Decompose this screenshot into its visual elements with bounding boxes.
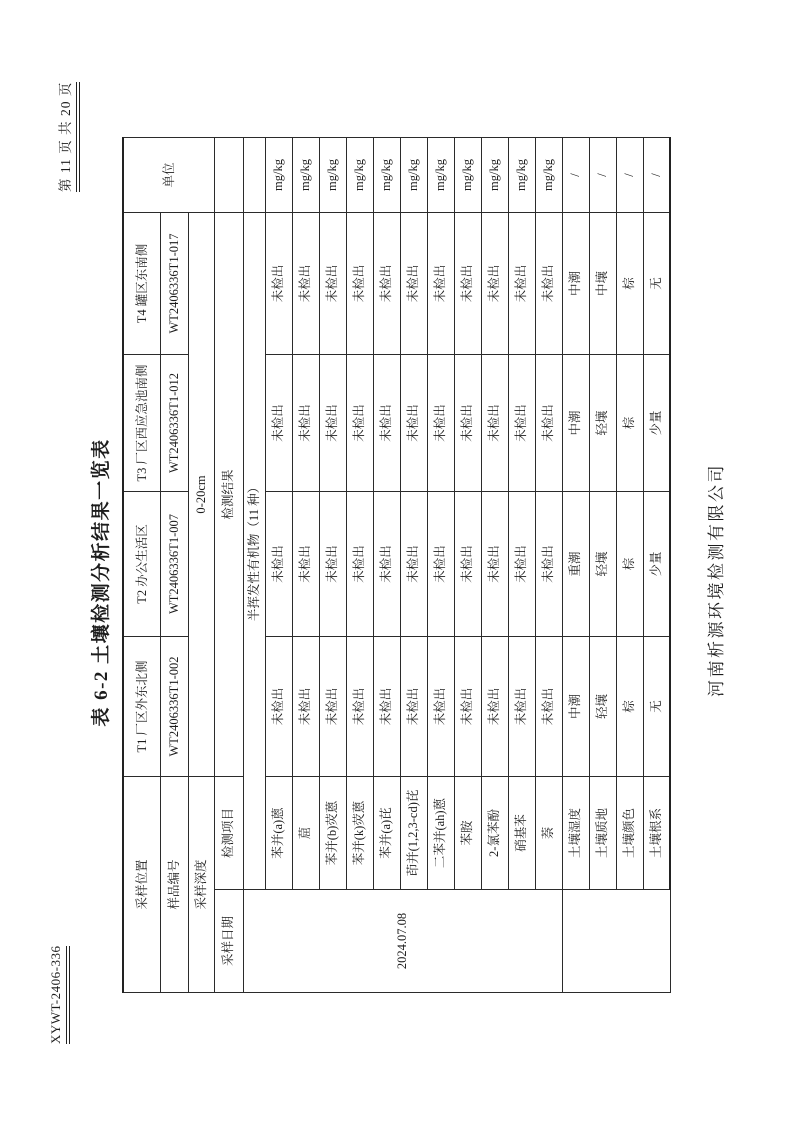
result-cell-t2: 未检出 (481, 492, 508, 637)
unit-cell: / (562, 138, 589, 213)
result-cell-t4: 未检出 (535, 213, 562, 355)
result-cell-t3: 未检出 (535, 355, 562, 492)
result-cell-t2: 未检出 (454, 492, 481, 637)
data-row (562, 138, 589, 993)
item-cell: 二苯并(ah)蒽 (427, 777, 454, 890)
row-sampling-location (123, 138, 160, 993)
result-cell-t3: 轻壤 (589, 355, 616, 492)
item-cell: 土壤根系 (643, 777, 670, 890)
unit-cell: / (589, 138, 616, 213)
data-row (643, 138, 670, 993)
row-test-item-header (214, 138, 243, 993)
result-cell-t1: 未检出 (481, 637, 508, 777)
sample-id-t1: WT2406336T1-002 (160, 637, 188, 777)
unit-cell: mg/kg (265, 138, 292, 213)
unit-cell: / (643, 138, 670, 213)
result-cell-t4: 无 (643, 213, 670, 355)
unit-label: 单位 (123, 138, 214, 213)
result-cell-t1: 未检出 (454, 637, 481, 777)
soil-test-results-table (122, 137, 671, 993)
result-cell-t3: 未检出 (454, 355, 481, 492)
data-row (427, 138, 454, 993)
sampling-date-value: 2024.07.08 (243, 890, 562, 993)
result-cell-t3: 中潮 (562, 355, 589, 492)
unit-cell: / (616, 138, 643, 213)
unit-cell: mg/kg (454, 138, 481, 213)
item-cell: 苯并(a)芘 (373, 777, 400, 890)
result-cell-t3: 未检出 (508, 355, 535, 492)
test-result-label: 检测结果 (214, 213, 243, 777)
result-cell-t1: 未检出 (508, 637, 535, 777)
result-cell-t1: 未检出 (346, 637, 373, 777)
test-item-label: 检测项目 (214, 777, 243, 890)
result-cell-t2: 未检出 (427, 492, 454, 637)
result-cell-t1: 棕 (616, 637, 643, 777)
result-cell-t1: 轻壤 (589, 637, 616, 777)
result-cell-t2: 未检出 (535, 492, 562, 637)
result-cell-t4: 中潮 (562, 213, 589, 355)
location-t3: T3 厂区西应急池南侧 (123, 355, 160, 492)
unit-col-empty-cell (214, 138, 243, 213)
result-cell-t1: 未检出 (373, 637, 400, 777)
result-cell-t4: 未检出 (427, 213, 454, 355)
item-cell: 䓛 (292, 777, 319, 890)
unit-cell: mg/kg (373, 138, 400, 213)
result-cell-t2: 轻壤 (589, 492, 616, 637)
result-cell-t3: 未检出 (400, 355, 427, 492)
data-row (265, 138, 292, 993)
data-row (589, 138, 616, 993)
sampling-depth-value: 0-20cm (188, 213, 214, 777)
result-cell-t2: 重潮 (562, 492, 589, 637)
result-cell-t2: 未检出 (265, 492, 292, 637)
result-cell-t4: 未检出 (319, 213, 346, 355)
result-cell-t1: 未检出 (427, 637, 454, 777)
section-header-svoc: 半挥发性有机物（11 种） (243, 213, 265, 890)
report-number-text: XYWT-2406-336 (48, 946, 67, 1044)
result-cell-t3: 未检出 (427, 355, 454, 492)
sample-id-t4: WT2406336T1-017 (160, 213, 188, 355)
result-cell-t2: 少量 (643, 492, 670, 637)
data-row (535, 138, 562, 993)
result-cell-t1: 未检出 (265, 637, 292, 777)
result-cell-t1: 未检出 (400, 637, 427, 777)
item-cell: 茚并(1,2,3-cd)芘 (400, 777, 427, 890)
item-cell: 萘 (535, 777, 562, 890)
result-cell-t4: 中壤 (589, 213, 616, 355)
result-cell-t4: 未检出 (292, 213, 319, 355)
item-cell: 土壤颜色 (616, 777, 643, 890)
result-cell-t4: 未检出 (400, 213, 427, 355)
sample-id-label: 样品编号 (160, 777, 188, 993)
result-cell-t4: 棕 (616, 213, 643, 355)
result-cell-t3: 未检出 (346, 355, 373, 492)
table-body (123, 138, 670, 993)
result-cell-t4: 未检出 (454, 213, 481, 355)
item-cell: 硝基苯 (508, 777, 535, 890)
data-row (319, 138, 346, 993)
location-t2: T2 办公生活区 (123, 492, 160, 637)
result-cell-t4: 未检出 (373, 213, 400, 355)
unit-cell: mg/kg (346, 138, 373, 213)
result-cell-t3: 未检出 (319, 355, 346, 492)
result-cell-t3: 未检出 (481, 355, 508, 492)
result-cell-t4: 未检出 (346, 213, 373, 355)
result-cell-t3: 少量 (643, 355, 670, 492)
unit-cell: mg/kg (481, 138, 508, 213)
date-col-empty-cell (562, 890, 670, 993)
item-cell: 2-氯苯酚 (481, 777, 508, 890)
item-cell: 苯并(b)荧蒽 (319, 777, 346, 890)
item-cell: 土壤湿度 (562, 777, 589, 890)
data-row (373, 138, 400, 993)
result-cell-t1: 中潮 (562, 637, 589, 777)
result-cell-t2: 未检出 (346, 492, 373, 637)
sampling-location-label: 采样位置 (123, 777, 160, 993)
location-t1: T1 厂区外东北侧 (123, 637, 160, 777)
page-indicator (54, 82, 77, 192)
row-sample-id (160, 138, 188, 993)
result-cell-t2: 棕 (616, 492, 643, 637)
result-cell-t2: 未检出 (373, 492, 400, 637)
report-number (48, 946, 67, 1044)
row-sampling-depth (188, 138, 214, 993)
result-cell-t3: 未检出 (292, 355, 319, 492)
unit-cell: mg/kg (508, 138, 535, 213)
result-cell-t4: 未检出 (481, 213, 508, 355)
sample-id-t3: WT2406336T1-012 (160, 355, 188, 492)
unit-cell: mg/kg (400, 138, 427, 213)
result-cell-t4: 未检出 (265, 213, 292, 355)
table-title: 表 6-2 土壤检测分析结果一览表 (91, 438, 112, 727)
result-cell-t2: 未检出 (292, 492, 319, 637)
result-cell-t2: 未检出 (508, 492, 535, 637)
sample-id-t2: WT2406336T1-007 (160, 492, 188, 637)
item-cell: 苯并(a)蒽 (265, 777, 292, 890)
data-row (481, 138, 508, 993)
result-cell-t1: 未检出 (292, 637, 319, 777)
data-row (400, 138, 427, 993)
data-row (508, 138, 535, 993)
location-t4: T4 罐区东南侧 (123, 213, 160, 355)
result-cell-t1: 无 (643, 637, 670, 777)
result-cell-t2: 未检出 (319, 492, 346, 637)
data-row (292, 138, 319, 993)
result-cell-t1: 未检出 (319, 637, 346, 777)
result-cell-t1: 未检出 (535, 637, 562, 777)
row-section-header (243, 138, 265, 993)
item-cell: 土壤质地 (589, 777, 616, 890)
unit-col-empty-cell (243, 138, 265, 213)
unit-cell: mg/kg (427, 138, 454, 213)
sampling-depth-label: 采样深度 (188, 777, 214, 993)
page-indicator-text: 第 11 页 共 20 页 (54, 82, 77, 192)
result-cell-t2: 未检出 (400, 492, 427, 637)
data-row (346, 138, 373, 993)
unit-cell: mg/kg (292, 138, 319, 213)
result-cell-t3: 棕 (616, 355, 643, 492)
item-cell: 苯胺 (454, 777, 481, 890)
item-cell: 苯并(k)荧蒽 (346, 777, 373, 890)
result-cell-t3: 未检出 (265, 355, 292, 492)
result-cell-t3: 未检出 (373, 355, 400, 492)
unit-cell: mg/kg (319, 138, 346, 213)
result-cell-t4: 未检出 (508, 213, 535, 355)
sampling-date-label: 采样日期 (214, 890, 243, 993)
footer-company-name: 河南析源环境检测有限公司 (707, 463, 726, 697)
unit-cell: mg/kg (535, 138, 562, 213)
data-row (616, 138, 643, 993)
data-row (454, 138, 481, 993)
